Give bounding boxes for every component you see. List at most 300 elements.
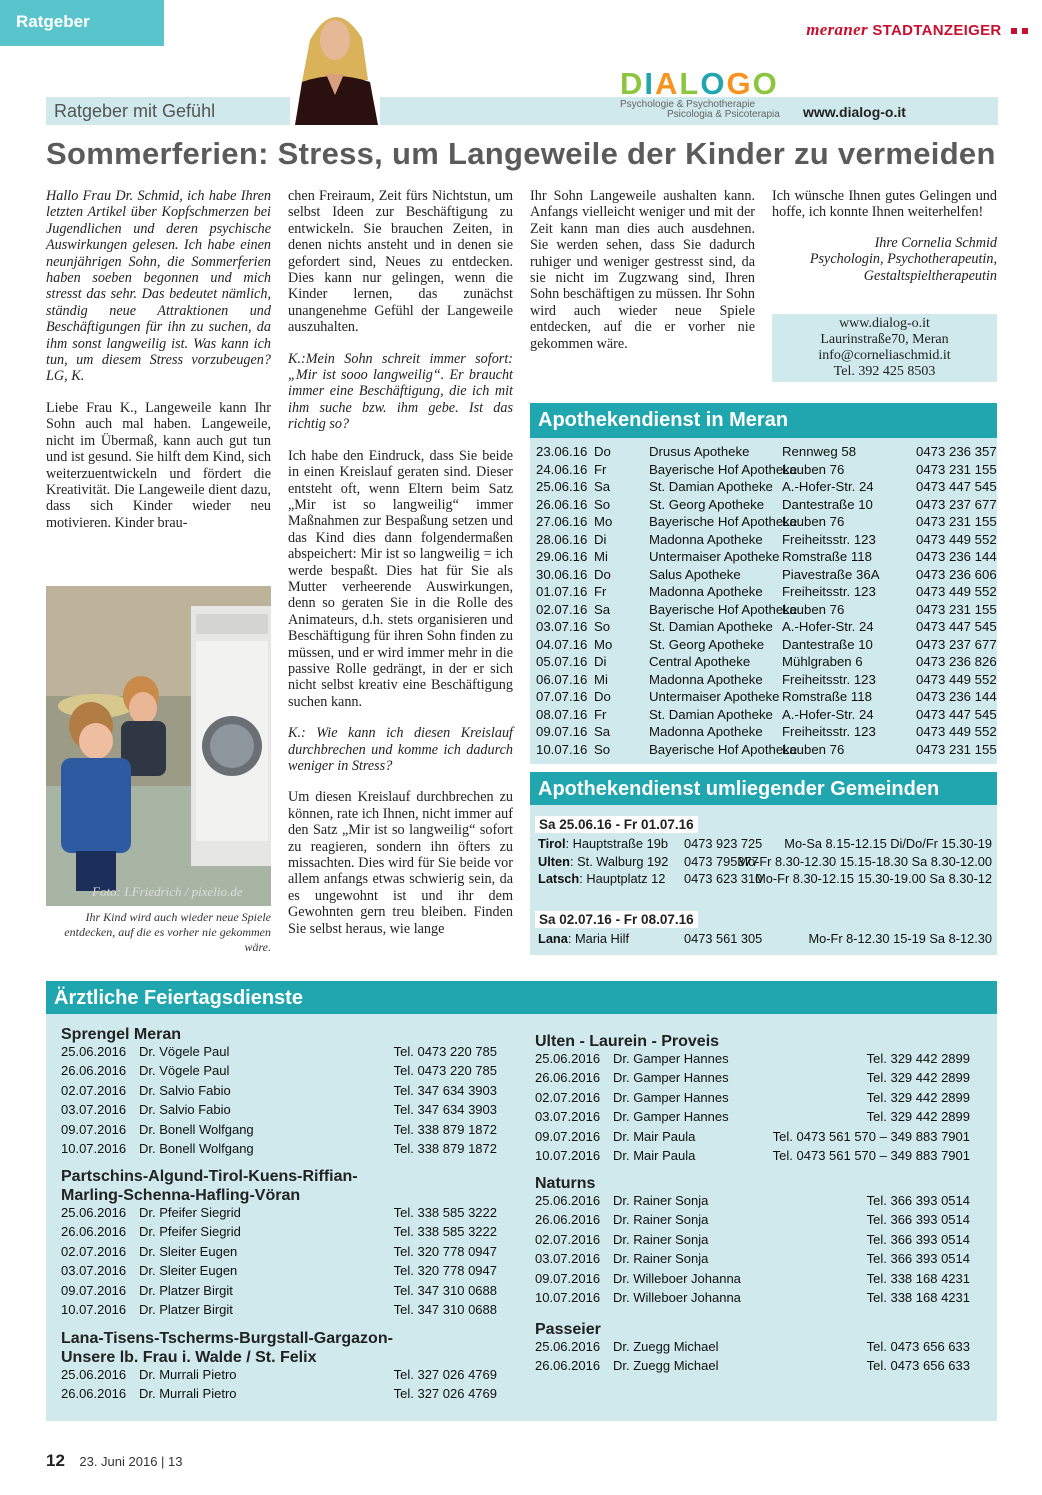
location: [538, 836, 668, 851]
doctor-group-title: Ulten - Laurein - Proveis: [535, 1033, 720, 1050]
surrounding-row: [538, 836, 992, 853]
pharmacy-row: [536, 671, 997, 690]
pharmacy-address: Freiheitsstr. 123: [782, 671, 876, 687]
doctor-name: Dr. Sleiter Eugen: [139, 1263, 238, 1279]
doctor-name: Dr. Murrali Pietro: [139, 1386, 237, 1402]
doctor-row: [61, 1367, 497, 1386]
doctor-row: [535, 1212, 970, 1231]
town-address: : Maria Hilf: [567, 931, 630, 946]
doctor-row: [61, 1386, 497, 1405]
surrounding-phone: 0473 623 310: [684, 871, 763, 886]
pharmacy-row: [536, 689, 997, 707]
doctor-row: [535, 1271, 970, 1290]
doctor-name: Dr. Salvio Fabio: [139, 1102, 231, 1118]
closing-text: Ich wünsche Ihnen gutes Gelingen und hoffe, ich konnte Ihnen weiterhelfen!: [772, 188, 997, 221]
pharmacy-name: Salus Apotheke: [649, 566, 741, 582]
pharmacy-name: St. Damian Apotheke: [649, 479, 773, 494]
doctor-phone: Tel. 338 585 3222: [393, 1205, 497, 1220]
pharmacy-row: [536, 584, 997, 602]
pharmacy-date: 06.07.16: [536, 671, 588, 687]
doctor-phone: Tel. 347 634 3903: [393, 1102, 497, 1118]
pharmacy-weekday: Fr: [594, 706, 607, 722]
opening-hours: Mo-Fr 8.30-12.30 15.15-18.30 Sa 8.30-12.00: [737, 853, 992, 869]
pharmacy-phone: 0473 449 552: [916, 724, 997, 739]
article-column-4: [772, 188, 997, 284]
pharmacy-weekday: Do: [594, 689, 611, 704]
column-title: Ratgeber mit Gefühl: [54, 101, 216, 121]
doctor-phone: Tel. 329 442 2899: [866, 1109, 970, 1125]
doctor-row: [61, 1083, 497, 1102]
pharmacy-row: [536, 479, 997, 497]
doctor-row: [61, 1244, 497, 1263]
doctor-phone: Tel. 329 442 2899: [866, 1089, 970, 1105]
doctor-name: Dr. Gamper Hannes: [613, 1089, 729, 1105]
photo-credit: Foto: I.Friedrich / pixelio.de: [92, 884, 243, 899]
duty-date: 02.07.2016: [535, 1231, 601, 1247]
pharmacy-row: [536, 654, 997, 672]
duty-date: 02.07.2016: [61, 1082, 127, 1098]
duty-date: 26.06.2016: [61, 1386, 127, 1402]
doctor-name: Dr. Salvio Fabio: [139, 1082, 231, 1098]
doctor-row: [535, 1051, 970, 1070]
doctor-phone: Tel. 0473 220 785: [393, 1044, 497, 1059]
pharmacy-date: 28.06.16: [536, 531, 588, 547]
doctor-phone: Tel. 338 168 4231: [866, 1270, 970, 1286]
contact-email[interactable]: info@corneliaschmid.it: [818, 348, 951, 363]
article-paragraph: K.:Mein Sohn schreit immer sofort: „Mir ist sooo langweilig“. Er braucht immer eine Beschäftigung, die ich mit ihm suche bzw. ihm gebe. Ist das richtig so?: [288, 350, 513, 433]
pharmacy-date: 29.06.16: [536, 549, 588, 564]
doctor-phone: Tel. 327 026 4769: [393, 1386, 497, 1402]
pharmacy-date: 10.07.16: [536, 741, 588, 757]
pharmacy-phone: 0473 236 144: [916, 549, 997, 564]
pharmacy-weekday: Mi: [594, 549, 608, 564]
article-paragraph: K.: Wie kann ich diesen Kreislauf durchbrechen und komme ich dadurch weniger in Stress?: [288, 725, 513, 774]
pharmacy-title: Apothekendienst in Meran: [530, 403, 997, 438]
doctor-phone: Tel. 338 879 1872: [393, 1140, 497, 1156]
pharmacy-weekday: So: [594, 619, 611, 634]
doctor-phone: Tel. 338 879 1872: [393, 1121, 497, 1137]
duty-date: 10.07.2016: [535, 1289, 601, 1305]
pharmacy-address: Lauben 76: [782, 514, 845, 529]
pharmacy-name: Madonna Apotheke: [649, 584, 763, 599]
pharmacy-date: 08.07.16: [536, 706, 588, 722]
logo-letter: G: [726, 66, 753, 101]
signature-name: Ihre Cornelia Schmid: [874, 234, 997, 251]
location: [538, 871, 665, 886]
contact-address: Laurinstraße70, Meran: [820, 332, 949, 347]
pharmacy-address: A.-Hofer-Str. 24: [782, 619, 874, 634]
doctor-group: [535, 1320, 970, 1378]
pharmacy-address: A.-Hofer-Str. 24: [782, 479, 874, 494]
publication-brand: [806, 20, 1028, 40]
surrounding-pharmacy-title: Apothekendienst umliegender Gemeinden: [530, 772, 997, 805]
pharmacy-row: [536, 636, 997, 655]
pharmacy-row: [536, 724, 997, 742]
doctor-name: Dr. Willeboer Johanna: [613, 1270, 741, 1286]
duty-date: 03.07.2016: [61, 1263, 127, 1279]
signature-role-2: Gestaltspieltherapeutin: [863, 267, 997, 284]
doctor-row: [61, 1122, 497, 1141]
pharmacy-phone: 0473 231 155: [916, 601, 997, 617]
town-address: : Hauptstraße 19b: [565, 836, 668, 851]
doctor-name: Dr. Rainer Sonja: [613, 1212, 709, 1228]
pharmacy-address: Freiheitsstr. 123: [782, 531, 876, 547]
doctor-row: [61, 1283, 497, 1302]
pharmacy-date: 23.06.16: [536, 444, 588, 459]
duty-date: 25.06.2016: [535, 1051, 601, 1066]
doctor-row: [535, 1251, 970, 1270]
doctor-name: Dr. Gamper Hannes: [613, 1109, 729, 1125]
doctor-phone: Tel. 329 442 2899: [866, 1070, 970, 1086]
pharmacy-name: St. Damian Apotheke: [649, 706, 773, 722]
doctor-name: Dr. Vögele Paul: [139, 1063, 230, 1079]
doctor-group: [61, 1329, 497, 1406]
doctor-name: Dr. Bonell Wolfgang: [139, 1121, 254, 1137]
signature: [772, 235, 997, 284]
pharmacy-weekday: Fr: [594, 461, 607, 477]
duty-date: 26.06.2016: [61, 1063, 127, 1079]
duty-date: 25.06.2016: [61, 1367, 127, 1382]
pharmacy-weekday: Sa: [594, 601, 611, 617]
pharmacy-name: St. Georg Apotheke: [649, 636, 765, 652]
pharmacy-name: Madonna Apotheke: [649, 531, 763, 547]
pharmacy-date: 05.07.16: [536, 654, 588, 669]
surrounding-phone: 0473 795377: [684, 853, 759, 869]
doctor-phone: Tel. 320 778 0947: [393, 1243, 497, 1259]
doctor-row: [535, 1232, 970, 1251]
pharmacy-phone: 0473 449 552: [916, 671, 997, 687]
pharmacy-phone: 0473 449 552: [916, 531, 997, 547]
doctor-phone: Tel. 0473 561 570 – 349 883 7901: [772, 1128, 970, 1144]
doctor-group: [535, 1032, 970, 1167]
doctors-title: Ärztliche Feiertagsdienste: [46, 981, 997, 1014]
pharmacy-row: [536, 461, 997, 480]
article-headline: Sommerferien: Stress, um Langeweile der Kinder zu vermeiden: [46, 136, 996, 171]
pharmacy-row: [536, 601, 997, 620]
pharmacy-weekday: Di: [594, 531, 607, 547]
pharmacy-weekday: Mi: [594, 671, 608, 687]
page-number: 12: [46, 1451, 65, 1470]
article-paragraph: Ihr Sohn Langeweile aushalten kann. Anfangs vielleicht weniger und mit der Zeit kann man dies auch ausdehnen. Sie werden sehen, dass Sie dadurch ruhiger und weniger gestresst sind, da sie nicht im Zugzwang sind, Ihren Sohn beschäftigen zu müssen. Ihr Sohn wird auch wieder neue Spiele entdecken, auf die er vorher nie gekommen wäre.: [530, 188, 755, 352]
surrounding-row: [538, 854, 992, 871]
logo-letter: D: [620, 66, 645, 101]
pharmacy-address: Mühlgraben 6: [782, 654, 863, 669]
doctor-phone: Tel. 329 442 2899: [866, 1051, 970, 1066]
doctor-group-title: Lana-Tisens-Tscherms-Burgstall-Gargazon-: [61, 1330, 393, 1347]
opening-hours: Mo-Fr 8.30-12.15 15.30-19.00 Sa 8.30-12: [755, 871, 992, 886]
pharmacy-row: [536, 496, 997, 515]
pharmacy-row: [536, 531, 997, 550]
duty-date: 25.06.2016: [535, 1339, 601, 1354]
pharmacy-name: Madonna Apotheke: [649, 724, 763, 739]
doctor-row: [535, 1109, 970, 1128]
doctor-name: Dr. Sleiter Eugen: [139, 1243, 238, 1259]
duty-date: 03.07.2016: [61, 1102, 127, 1118]
brand-rest: STADTANZEIGER: [872, 22, 1002, 39]
pharmacy-address: Lauben 76: [782, 741, 845, 757]
contact-phone: Tel. 392 425 8503: [833, 364, 936, 379]
pharmacy-address: Dantestraße 10: [782, 496, 873, 512]
doctor-group-title: Sprengel Meran: [61, 1026, 182, 1043]
doctor-row: [535, 1129, 970, 1148]
pharmacy-name: Drusus Apotheke: [649, 444, 750, 459]
duty-date: 10.07.2016: [61, 1301, 127, 1317]
doctor-name: Dr. Rainer Sonja: [613, 1251, 709, 1267]
location: [538, 854, 668, 869]
pharmacy-address: Freiheitsstr. 123: [782, 724, 876, 739]
doctor-row: [61, 1141, 497, 1160]
article-paragraph: chen Freiraum, Zeit fürs Nichtstun, um selbst Ideen zur Beschäftigung zu entwickeln. Sie brauchen Zeiten, in denen nichts ansteht und in denen sie gefordert sind, Neues zu entdecken. Dies kann nur gelingen, wenn die Kinder lernen, das zunächst unangenehme Gefühl der Langeweile auszuhalten.: [288, 188, 513, 336]
pharmacy-phone: 0473 231 155: [916, 514, 997, 529]
doctor-group: [535, 1174, 970, 1309]
section-tag: Ratgeber: [0, 0, 164, 46]
duty-date: 03.07.2016: [535, 1251, 601, 1267]
pharmacy-address: Rennweg 58: [782, 444, 857, 459]
doctor-group-title: Unsere lb. Frau i. Walde / St. Felix: [61, 1349, 317, 1366]
duty-date: 10.07.2016: [535, 1147, 601, 1163]
duty-date: 09.07.2016: [535, 1270, 601, 1286]
surrounding-row: [538, 931, 992, 948]
pharmacy-address: Romstraße 118: [782, 689, 872, 704]
doctor-phone: Tel. 347 634 3903: [393, 1082, 497, 1098]
logo-letter: A: [655, 66, 680, 101]
location: [538, 931, 629, 946]
pharmacy-row: [536, 549, 997, 567]
dialogo-logo-text: [620, 66, 779, 101]
duty-date: 10.07.2016: [61, 1140, 127, 1156]
doctor-group: [61, 1167, 497, 1321]
pharmacy-phone: 0473 236 826: [916, 654, 997, 669]
duty-date: 25.06.2016: [61, 1205, 127, 1220]
duty-date: 25.06.2016: [535, 1193, 601, 1208]
doctor-name: Dr. Gamper Hannes: [613, 1051, 729, 1066]
pharmacy-phone: 0473 447 545: [916, 706, 997, 722]
doctor-group-title: Naturns: [535, 1175, 596, 1192]
brand-square-icon: [1011, 28, 1017, 34]
pharmacy-date: 03.07.16: [536, 619, 588, 634]
surrounding-phone: 0473 923 725: [684, 836, 763, 851]
pharmacy-name: St. Georg Apotheke: [649, 496, 765, 512]
dialogo-logo: [620, 66, 779, 102]
doctor-row: [535, 1148, 970, 1167]
pharmacy-weekday: Sa: [594, 724, 611, 739]
town-name: Lana: [538, 931, 568, 946]
pharmacy-weekday: Sa: [594, 479, 611, 494]
brand-italic: meraner: [806, 20, 868, 39]
pharmacy-weekday: Mo: [594, 514, 613, 529]
pharmacy-date: 04.07.16: [536, 636, 588, 652]
doctor-name: Dr. Rainer Sonja: [613, 1231, 709, 1247]
doctor-row: [61, 1205, 497, 1224]
pharmacy-date: 09.07.16: [536, 724, 588, 739]
doctor-row: [535, 1339, 970, 1358]
pharmacy-date: 01.07.16: [536, 584, 588, 599]
doctor-phone: Tel. 366 393 0514: [866, 1193, 970, 1208]
pharmacy-date: 24.06.16: [536, 461, 588, 477]
logo-subtitle-it: Psicologia & Psicoterapia: [667, 109, 780, 120]
doctor-name: Dr. Pfeifer Siegrid: [139, 1205, 241, 1220]
photo-caption: Ihr Kind wird auch wieder neue Spiele entdecken, auf die es vorher nie gekommen wäre.: [64, 910, 271, 954]
pharmacy-weekday: So: [594, 496, 611, 512]
pharmacy-address: Dantestraße 10: [782, 636, 873, 652]
doctor-phone: Tel. 338 585 3222: [393, 1224, 497, 1240]
doctor-row: [535, 1090, 970, 1109]
children-washing-machine-photo: [46, 586, 271, 906]
article-paragraph: Hallo Frau Dr. Schmid, ich habe Ihren letzten Artikel über Kopfschmerzen bei Jugendlichen und deren psychische Auswirkungen gelesen. Ich habe einen neunjährigen Sohn, die Sommerferien haben soeben begonnen und mich stresst das sehr. Das bedeutet nämlich, ständig neue Attraktionen und Beschäftigungen für ihn zu suchen, da ihm sonst langweilig ist. Was kann ich tun, um diesem Stress vorzubeugen? LG, K.: [46, 188, 271, 385]
town-name: Tirol: [538, 836, 566, 851]
pharmacy-address: Piavestraße 36A: [782, 566, 880, 582]
pharmacy-weekday: Do: [594, 444, 611, 459]
doctor-phone: Tel. 0473 656 633: [866, 1358, 970, 1374]
duty-date: 03.07.2016: [535, 1109, 601, 1125]
doctor-name: Dr. Platzer Birgit: [139, 1301, 233, 1317]
doctor-phone: Tel. 347 310 0688: [393, 1301, 497, 1317]
doctor-row: [535, 1290, 970, 1309]
duty-date: 26.06.2016: [61, 1224, 127, 1240]
contact-website[interactable]: www.dialog-o.it: [839, 316, 930, 331]
duty-date: 02.07.2016: [535, 1089, 601, 1105]
week-label-1: Sa 25.06.16 - Fr 01.07.16: [535, 816, 698, 833]
pharmacy-name: Bayerische Hof Apotheke: [649, 514, 798, 529]
doctor-group-title: Partschins-Algund-Tirol-Kuens-Riffian-: [61, 1168, 358, 1185]
pharmacy-date: 02.07.16: [536, 601, 588, 617]
pharmacy-date: 27.06.16: [536, 514, 588, 529]
pharmacy-phone: 0473 447 545: [916, 619, 997, 634]
pharmacy-table: [536, 444, 997, 759]
doctor-name: Dr. Willeboer Johanna: [613, 1289, 741, 1305]
duty-date: 26.06.2016: [535, 1070, 601, 1086]
duty-date: 02.07.2016: [61, 1243, 127, 1259]
article-column-2: [288, 188, 513, 937]
pharmacy-address: Freiheitsstr. 123: [782, 584, 876, 599]
pharmacy-row: [536, 514, 997, 532]
doctor-name: Dr. Mair Paula: [613, 1147, 696, 1163]
doctor-name: Dr. Mair Paula: [613, 1128, 696, 1144]
pharmacy-phone: 0473 449 552: [916, 584, 997, 599]
duty-date: 09.07.2016: [61, 1121, 127, 1137]
pharmacy-phone: 0473 237 677: [916, 496, 997, 512]
pharmacy-row: [536, 741, 997, 760]
pharmacy-address: Lauben 76: [782, 601, 845, 617]
doctor-row: [535, 1358, 970, 1377]
surrounding-phone: 0473 561 305: [684, 931, 763, 946]
doctor-name: Dr. Bonell Wolfgang: [139, 1140, 254, 1156]
town-address: : St. Walburg 192: [570, 853, 669, 869]
week-label-2: Sa 02.07.16 - Fr 08.07.16: [535, 911, 698, 928]
issue-date: 23. Juni 2016 | 13: [79, 1454, 183, 1469]
article-paragraph: Liebe Frau K., Langeweile kann Ihr Sohn auch mal haben. Langeweile, nicht im Übermaß, kann auch gut tun und ist gesund. Sie hilft dem Kind, sich weiterzuentwickeln und fördert die Kreativität. Die Langeweile dient dazu, dass sich Kinder wieder neu motivieren. Kinder brau-: [46, 399, 271, 531]
duty-date: 25.06.2016: [61, 1044, 127, 1059]
town-name: Ulten: [538, 853, 570, 869]
pharmacy-weekday: So: [594, 741, 611, 757]
pharmacy-weekday: Fr: [594, 584, 607, 599]
doctor-name: Dr. Vögele Paul: [139, 1044, 230, 1059]
pharmacy-weekday: Di: [594, 654, 607, 669]
doctor-name: Dr. Zuegg Michael: [613, 1358, 719, 1374]
doctor-name: Dr. Pfeifer Siegrid: [139, 1224, 241, 1240]
doctor-row: [535, 1193, 970, 1212]
doctor-row: [61, 1102, 497, 1121]
pharmacy-date: 25.06.16: [536, 479, 588, 494]
duty-date: 26.06.2016: [535, 1358, 601, 1374]
surrounding-row: [538, 871, 992, 888]
logo-letter: I: [644, 66, 656, 101]
pharmacy-phone: 0473 447 545: [916, 479, 997, 494]
town-address: : Hauptplatz 12: [579, 871, 666, 886]
article-paragraph: Ich habe den Eindruck, dass Sie beide in einen Kreislauf geraten sind. Dieser entsteht oft, wenn Eltern beim Satz „Mir ist so langweilig“ immer Maßnahmen zur Bespaßung setzen und das Kind dies dann folgendermaßen abspeichert: Mir ist so langweilig = ich werde bespaßt. Dies hat für Sie als Mutter verheerende Auswirkungen, denn so geraten Sie in die Rolle des Animateurs, d.h. stets organisieren und Beschäftigung für ihren Sohn finden zu müssen, und er wird immer mehr in die passive Rolle gedrängt, in der er sich nicht selbst kreativ eine Beschäftigung suchen kann.: [288, 447, 513, 710]
pharmacy-name: Madonna Apotheke: [649, 671, 763, 687]
pharmacy-name: Untermaiser Apotheke: [649, 689, 780, 704]
pharmacy-name: Central Apotheke: [649, 654, 751, 669]
article-column-3: [530, 188, 755, 352]
doctor-name: Dr. Murrali Pietro: [139, 1367, 237, 1382]
pharmacy-row: [536, 444, 997, 462]
signature-role: Psychologin, Psychotherapeutin,: [809, 251, 997, 268]
pharmacy-name: Bayerische Hof Apotheke: [649, 461, 798, 477]
pharmacy-weekday: Do: [594, 566, 611, 582]
doctor-name: Dr. Platzer Birgit: [139, 1282, 233, 1298]
pharmacy-address: A.-Hofer-Str. 24: [782, 706, 874, 722]
website-link[interactable]: www.dialog-o.it: [803, 104, 906, 120]
brand-square-icon: [1022, 28, 1028, 34]
pharmacy-weekday: Mo: [594, 636, 613, 652]
doctor-phone: Tel. 347 310 0688: [393, 1282, 497, 1298]
article-column-1: [46, 188, 271, 531]
doctor-group: [61, 1025, 497, 1160]
doctor-phone: Tel. 0473 220 785: [393, 1063, 497, 1079]
pharmacy-phone: 0473 236 357: [916, 444, 997, 459]
opening-hours: Mo-Fr 8-12.30 15-19 Sa 8-12.30: [808, 931, 992, 946]
duty-date: 09.07.2016: [535, 1128, 601, 1144]
pharmacy-name: Untermaiser Apotheke: [649, 549, 780, 564]
doctor-phone: Tel. 366 393 0514: [866, 1251, 970, 1267]
doctor-name: Dr. Zuegg Michael: [613, 1339, 719, 1354]
town-name: Latsch: [538, 871, 580, 886]
doctor-phone: Tel. 366 393 0514: [866, 1212, 970, 1228]
duty-date: 09.07.2016: [61, 1282, 127, 1298]
doctor-row: [61, 1224, 497, 1243]
pharmacy-address: Lauben 76: [782, 461, 845, 477]
page-footer: [46, 1451, 183, 1471]
pharmacy-row: [536, 566, 997, 585]
doctor-phone: Tel. 320 778 0947: [393, 1263, 497, 1279]
pharmacy-row: [536, 619, 997, 637]
doctor-group-title: Marling-Schenna-Hafling-Vöran: [61, 1187, 301, 1204]
doctor-row: [535, 1070, 970, 1089]
duty-date: 26.06.2016: [535, 1212, 601, 1228]
logo-letter: O: [700, 66, 727, 101]
doctor-phone: Tel. 0473 561 570 – 349 883 7901: [772, 1147, 970, 1163]
doctor-name: Dr. Rainer Sonja: [613, 1193, 709, 1208]
pharmacy-phone: 0473 231 155: [916, 461, 997, 477]
pharmacy-date: 07.07.16: [536, 689, 588, 704]
article-paragraph: Um diesen Kreislauf durchbrechen zu können, rate ich Ihnen, nicht immer auf den Satz „Mir ist so langweilig“ sofort zu reagieren, sondern ihn öfters zu missachten. Dies wird für Sie beide vor allem anfangs etwas schwierig sein, da es ungewohnt ist und ihr dem Gewohnten gern treu bleiben. Finden Sie selbst heraus, wie lange: [288, 789, 513, 937]
contact-box: [772, 314, 997, 382]
logo-subtitle-de: Psychologie & Psychotherapie: [620, 99, 756, 110]
author-portrait: [290, 0, 380, 125]
logo-letter: L: [679, 66, 701, 101]
doctor-group-title: Passeier: [535, 1321, 601, 1338]
doctor-row: [61, 1263, 497, 1282]
doctor-row: [61, 1044, 497, 1063]
pharmacy-name: Bayerische Hof Apotheke: [649, 601, 798, 617]
pharmacy-row: [536, 706, 997, 725]
pharmacy-name: Bayerische Hof Apotheke: [649, 741, 798, 757]
logo-letter: O: [752, 66, 779, 101]
pharmacy-name: St. Damian Apotheke: [649, 619, 773, 634]
pharmacy-phone: 0473 237 677: [916, 636, 997, 652]
doctor-row: [61, 1302, 497, 1321]
